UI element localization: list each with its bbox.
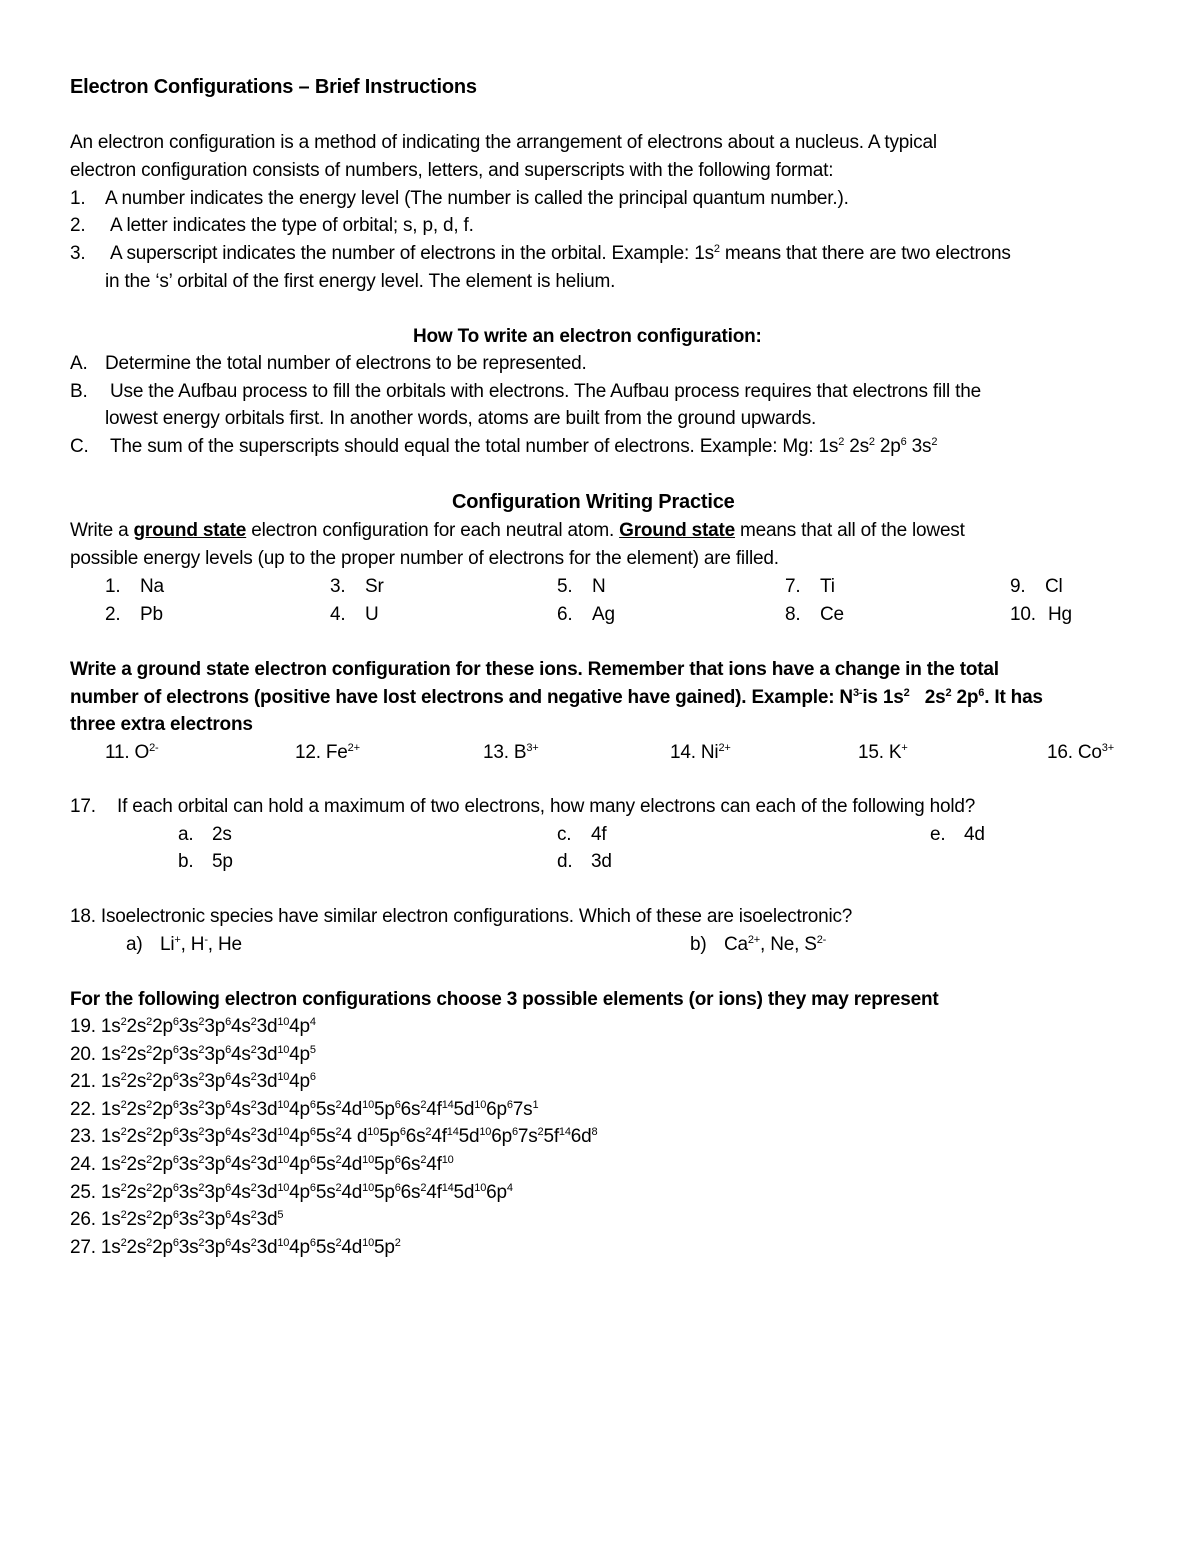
config-row: 24. $1s^22s^22p^63s^23p^64s^23d^{10}4p^65s^24d^{10}5p^66s^24f^{10}$ — [70, 1154, 454, 1175]
ion-item: 14. $Ni^{2+}$ — [670, 742, 731, 763]
atom-num: 9. — [1010, 576, 1026, 597]
config-row: 21. $1s^22s^22p^63s^23p^64s^23d^{10}4p^6$ — [70, 1071, 316, 1093]
config-row: 26. $1s^22s^22p^63s^23p^64s^23d^5$ — [70, 1209, 284, 1231]
atom-symbol: Ag — [592, 604, 615, 625]
ion-item: 12. $Fe^{2+}$ — [295, 742, 360, 763]
ions-instructions-2: number of electrons (positive have lost electrons and negative have gained). Example: $N^{3-}is$ $1s^2$ $2s^2$ $2p^6$. It has — [70, 687, 1043, 708]
intro-item-2-text: A letter indicates the type of orbital; s, p, d, f. — [110, 215, 474, 236]
practice-instructions: Write a ground state electron configuration for each neutral atom. Ground state means that all of the lowest — [70, 520, 965, 541]
config-row: 22. $1s^22s^22p^63s^23p^64s^23d^{10}4p^65s^24d^{10}5p^66s^24f^{14}5d^{10}6p^67s^1$ — [70, 1098, 539, 1120]
atom-num: 2. — [105, 604, 121, 625]
atom-num: 10. — [1010, 604, 1036, 625]
q18-text: 18. Isoelectronic species have similar electron configurations. Which of these are isoelectronic? — [70, 906, 853, 927]
atom-symbol: Ce — [820, 604, 844, 625]
intro-item-1-text: A number indicates the energy level (The number is called the principal quantum number.). — [105, 188, 849, 209]
atom-symbol: Na — [140, 576, 164, 597]
atom-num: 7. — [785, 576, 801, 597]
intro-line-2: electron configuration consists of numbers, letters, and superscripts with the following format: — [70, 160, 834, 181]
ions-instructions-1: Write a ground state electron configuration for these ions. Remember that ions have a change in the total — [70, 659, 999, 680]
q17-option-label: a. — [178, 824, 194, 845]
q17-option-label: e. — [930, 824, 946, 845]
intro-item-3-text: A superscript indicates the number of electrons in the orbital. Example: $1s^2$ means that there are two electrons — [110, 243, 1011, 264]
practice-instructions-cont: possible energy levels (up to the proper number of electrons for the element) are filled. — [70, 548, 779, 569]
q17-option-value: 3d — [591, 851, 612, 872]
q17-option-value: 4d — [964, 824, 985, 845]
config-row: 27. $1s^22s^22p^63s^23p^64s^23d^{10}4p^65s^24d^{10}5p^2$ — [70, 1236, 401, 1258]
howto-c-num: C. — [70, 436, 89, 457]
howto-b-num: B. — [70, 381, 88, 402]
howto-c-text: The sum of the superscripts should equal the total number of electrons. Example: Mg: $1s^2$ $2s^2$ $2p^6$ $3s^2$ — [110, 436, 938, 457]
atom-num: 4. — [330, 604, 346, 625]
q18-a-label: a) — [126, 934, 143, 955]
q17-text: If each orbital can hold a maximum of two electrons, how many electrons can each of the following hold? — [117, 796, 976, 817]
practice-heading: Configuration Writing Practice — [452, 491, 735, 513]
q18-a-species: Li+, H-, He — [160, 934, 242, 955]
atom-num: 3. — [330, 576, 346, 597]
q17-option-value: 4f — [591, 824, 607, 845]
q17-option-value: 2s — [212, 824, 232, 845]
atom-num: 1. — [105, 576, 121, 597]
intro-item-3-num: 3. — [70, 243, 86, 264]
q18-b-species: $Ca^{2+}$, Ne, $S^{2-}$ — [724, 934, 827, 955]
intro-item-1-num: 1. — [70, 188, 86, 209]
atom-num: 8. — [785, 604, 801, 625]
atom-symbol: Pb — [140, 604, 163, 625]
page-title: Electron Configurations – Brief Instructions — [70, 76, 477, 98]
config-row: 20. $1s^22s^22p^63s^23p^64s^23d^{10}4p^5$ — [70, 1043, 316, 1065]
config-row: 25. $1s^22s^22p^63s^23p^64s^23d^{10}4p^65s^24d^{10}5p^66s^24f^{14}5d^{10}6p^4$ — [70, 1181, 513, 1203]
ion-item: 15. K+ — [858, 742, 908, 763]
q18-b-label: b) — [690, 934, 707, 955]
howto-heading: How To write an electron configuration: — [413, 326, 762, 347]
atom-symbol: Cl — [1045, 576, 1063, 597]
q17-option-value: 5p — [212, 851, 233, 872]
atom-symbol: Sr — [365, 576, 384, 597]
atom-symbol: N — [592, 576, 606, 597]
q17-num: 17. — [70, 796, 96, 817]
config-row: 23. $1s^22s^22p^63s^23p^64s^23d^{10}4p^65s^24$ $d^{10}5p^66s^24f^{14}5d^{10}6p^67s^25f^{14}6d^8$ — [70, 1126, 598, 1148]
mg-configuration: $1s^2$ $2s^2$ $2p^6$ $3s^2$ — [818, 436, 938, 457]
config-row: 19. $1s^22s^22p^63s^23p^64s^23d^{10}4p^4$ — [70, 1016, 316, 1037]
q17-option-label: c. — [557, 824, 572, 845]
atom-num: 6. — [557, 604, 573, 625]
intro-item-3-text-cont: in the ‘s’ orbital of the first energy level. The element is helium. — [105, 271, 616, 292]
q17-option-label: b. — [178, 851, 194, 872]
ion-item: 16. $Co^{3+}$ — [1047, 742, 1114, 763]
howto-a-num: A. — [70, 353, 88, 374]
ions-instructions-3: three extra electrons — [70, 714, 253, 735]
intro-item-2-num: 2. — [70, 215, 86, 236]
ion-item: 13. $B^{3+}$ — [483, 742, 539, 763]
intro-line-1: An electron configuration is a method of indicating the arrangement of electrons about a nucleus. A typical — [70, 132, 937, 153]
howto-b-text-cont: lowest energy orbitals first. In another words, atoms are built from the ground upwards. — [105, 408, 817, 429]
atom-symbol: Hg — [1048, 604, 1072, 625]
atom-symbol: Ti — [820, 576, 835, 597]
howto-b-text: Use the Aufbau process to fill the orbitals with electrons. The Aufbau process requires that electrons fill the — [110, 381, 981, 402]
atom-symbol: U — [365, 604, 379, 625]
atom-num: 5. — [557, 576, 573, 597]
q17-option-label: d. — [557, 851, 573, 872]
configs-heading: For the following electron configurations choose 3 possible elements (or ions) they may represent — [70, 989, 939, 1010]
howto-a-text: Determine the total number of electrons to be represented. — [105, 353, 587, 374]
ion-item: 11. $O^{2-}$ — [105, 742, 159, 763]
